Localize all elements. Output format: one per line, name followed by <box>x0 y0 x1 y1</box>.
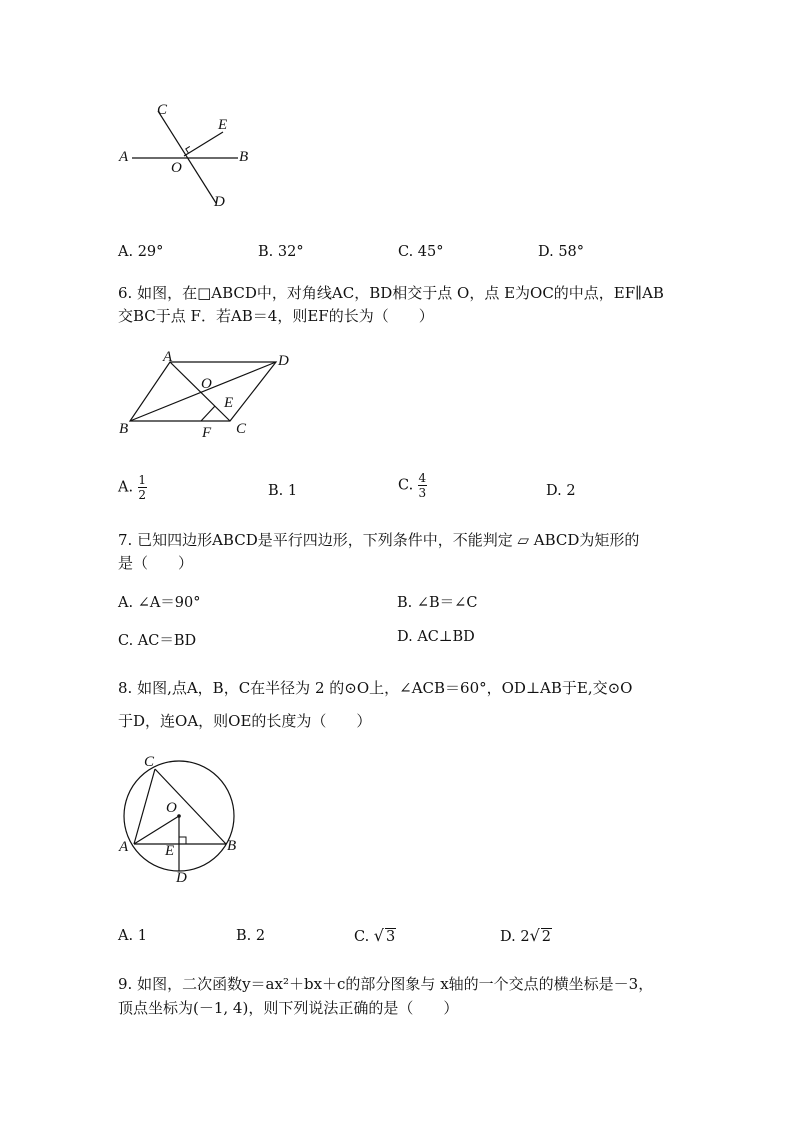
q5-option-a: A. 29° <box>118 244 164 260</box>
q6-option-a-fraction: $\frac{1}{2}$ <box>138 473 147 502</box>
fig8-label-o: O <box>166 800 177 816</box>
q7-stem-line2: 是（ ） <box>118 554 194 572</box>
q6-stem-line1: 6. 如图，在□ABCD中，对角线AC，BD相交于点 O，点 E为OC的中点，EF∥AB <box>118 284 664 302</box>
fig8-label-c: C <box>144 754 155 770</box>
fig6-label-o: O <box>201 376 212 392</box>
q8-option-a: A. 1 <box>118 928 147 944</box>
fig1-label-a: A <box>119 149 129 165</box>
q7-option-a: A. ∠A＝90° <box>118 595 201 611</box>
q8-option-d: D. 2√ 2 <box>500 926 551 945</box>
fig6-label-d: D <box>278 353 289 369</box>
fig1-label-d: D <box>214 194 225 210</box>
q6-stem-line2: 交BC于点 F．若AB＝4，则EF的长为（ ） <box>118 307 434 325</box>
q8-option-b: B. 2 <box>236 928 266 944</box>
q8-option-c: C. √ 3 <box>354 926 396 945</box>
figure-circle <box>118 750 248 885</box>
fig8-label-d: D <box>176 870 187 886</box>
fig6-label-c: C <box>236 421 247 437</box>
fig6-label-a: A <box>163 349 173 365</box>
q6-option-c: C. $\frac{4}{3}$ <box>398 471 427 500</box>
q5-option-c: C. 45° <box>398 244 444 260</box>
fig8-label-b: B <box>227 838 237 854</box>
q5-option-b: B. 32° <box>258 244 304 260</box>
fig1-label-c: C <box>157 102 168 118</box>
fig6-label-f: F <box>202 425 212 441</box>
q7-option-c: C. AC＝BD <box>118 633 197 649</box>
q6-option-c-fraction: $\frac{4}{3}$ <box>418 471 427 500</box>
q8-stem-line2: 于D，连OA，则OE的长度为（ ） <box>118 712 372 730</box>
q8-stem-line1: 8. 如图,点A，B，C在半径为 2 的⊙O上，∠ACB＝60°，OD⊥AB于E,交⊙O <box>118 679 633 697</box>
q6-option-d: D. 2 <box>546 483 576 499</box>
q5-option-d: D. 58° <box>538 244 585 260</box>
q7-stem-line1: 7. 已知四边形ABCD是平行四边形，下列条件中，不能判定 ▱ ABCD为矩形的 <box>118 531 640 549</box>
fig6-label-b: B <box>119 421 129 437</box>
q9-stem-line2: 顶点坐标为(－1, 4)，则下列说法正确的是（ ） <box>118 999 459 1017</box>
fig1-label-e: E <box>218 117 228 133</box>
fig8-label-a: A <box>119 839 129 855</box>
q7-option-d: D. AC⊥BD <box>397 629 475 645</box>
q6-option-a: A. $\frac{1}{2}$ <box>118 473 147 502</box>
q6-option-b: B. 1 <box>268 483 298 499</box>
fig1-label-b: B <box>239 149 249 165</box>
fig6-label-e: E <box>224 395 234 411</box>
fig1-label-o: O <box>171 160 182 176</box>
q7-option-b: B. ∠B＝∠C <box>397 595 478 611</box>
q9-stem-line1: 9. 如图，二次函数y＝ax²＋bx＋c的部分图象与 x轴的一个交点的横坐标是－3， <box>118 975 654 993</box>
fig8-label-e: E <box>165 843 175 859</box>
